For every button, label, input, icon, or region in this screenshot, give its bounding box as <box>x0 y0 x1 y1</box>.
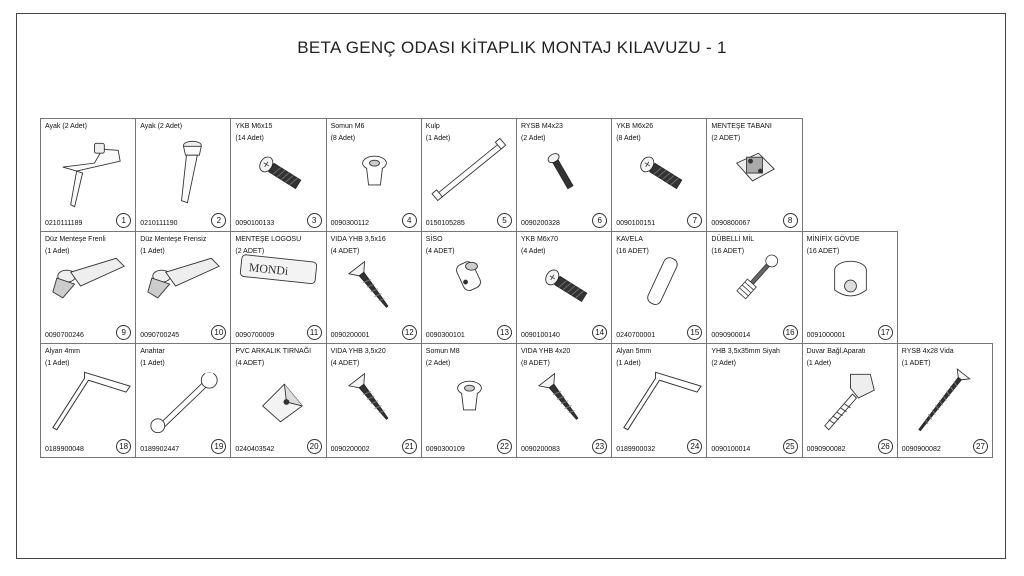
part-number-badge: 25 <box>783 439 798 454</box>
part-number-badge: 11 <box>307 325 322 340</box>
part-item-13 <box>421 231 517 344</box>
part-name: RYSB 4x28 Vida <box>901 348 954 355</box>
part-quantity: (8 ADET) <box>521 360 550 367</box>
part-name: MENTEŞE LOGOSU <box>235 236 302 243</box>
part-code: 0090700246 <box>45 332 84 339</box>
part-name: Anahtar <box>140 348 165 355</box>
part-code: 0090300112 <box>330 220 370 227</box>
part-number-badge: 17 <box>878 325 893 340</box>
part-code: 0090200002 <box>330 446 370 453</box>
part-quantity: (1 Adet) <box>806 360 832 367</box>
part-name: VIDA YHB 3,5x16 <box>330 236 386 243</box>
part-number-badge: 6 <box>592 213 607 228</box>
part-item-21 <box>326 343 422 458</box>
part-name: YKB M6x70 <box>521 236 558 243</box>
part-name: Ayak (2 Adet) <box>45 123 87 130</box>
part-name: PVC ARKALIK TIRNAĞI <box>235 348 312 355</box>
part-name: DÜBELLİ MİL <box>711 236 755 243</box>
part-name: Alyan 5mm <box>616 348 652 355</box>
part-quantity: (1 ADET) <box>901 360 931 367</box>
part-item-19 <box>135 343 231 458</box>
part-number-badge: 8 <box>783 213 798 228</box>
part-item-26 <box>802 343 898 458</box>
part-quantity: (8 Adet) <box>616 135 641 142</box>
part-item-9 <box>40 231 136 344</box>
part-code: 0240403542 <box>235 446 275 453</box>
part-quantity: (1 Adet) <box>45 360 70 367</box>
part-name: VIDA YHB 4x20 <box>521 348 571 355</box>
part-quantity: (1 Adet) <box>616 360 641 367</box>
part-item-25 <box>706 343 802 458</box>
part-item-5 <box>421 118 517 232</box>
part-quantity: (4 ADET) <box>425 248 455 255</box>
part-code: 0189900032 <box>616 446 656 453</box>
part-code: 0091000001 <box>806 332 846 339</box>
part-name: Somun M6 <box>330 123 365 130</box>
part-name: VIDA YHB 3,5x20 <box>330 348 386 355</box>
part-name: Düz Menteşe Frenli <box>45 236 106 243</box>
part-code: 0090300101 <box>425 332 465 339</box>
part-item-11 <box>230 231 326 344</box>
part-number-badge: 10 <box>211 325 226 340</box>
part-number-badge: 7 <box>687 213 702 228</box>
part-item-16 <box>706 231 802 344</box>
part-item-15 <box>611 231 707 344</box>
part-code: 0090900082 <box>806 446 846 453</box>
part-item-6 <box>516 118 612 232</box>
part-quantity: (16 ADET) <box>806 248 840 255</box>
part-number-badge: 20 <box>307 439 322 454</box>
part-item-22 <box>421 343 517 458</box>
part-name: MİNİFİX GÖVDE <box>806 236 860 243</box>
part-number-badge: 19 <box>211 439 226 454</box>
part-item-2 <box>135 118 231 232</box>
part-number-badge: 26 <box>878 439 893 454</box>
part-item-3 <box>230 118 326 232</box>
part-quantity: (4 ADET) <box>330 248 360 255</box>
part-quantity: (4 ADET) <box>235 360 265 367</box>
part-item-14 <box>516 231 612 344</box>
part-number-badge: 9 <box>116 325 131 340</box>
part-name: YKB M6x26 <box>616 123 654 130</box>
part-quantity: (2 ADET) <box>711 135 741 142</box>
part-item-10 <box>135 231 231 344</box>
part-quantity: (4 ADET) <box>330 360 360 367</box>
part-code: 0090100133 <box>235 220 275 227</box>
part-code: 0090900082 <box>901 446 941 453</box>
part-code: 0210111189 <box>45 220 83 227</box>
part-item-4 <box>326 118 422 232</box>
part-number-badge: 18 <box>116 439 131 454</box>
part-name: Düz Menteşe Frensiz <box>140 236 207 243</box>
part-quantity: (1 Adet) <box>140 360 165 367</box>
part-number-badge: 27 <box>973 439 988 454</box>
part-name: Alyan 4mm <box>45 348 81 355</box>
part-code: 0090700245 <box>140 332 180 339</box>
part-name: MENTEŞE TABANI <box>711 123 772 130</box>
part-item-18 <box>40 343 136 458</box>
part-number-badge: 23 <box>592 439 607 454</box>
part-name: SİSO <box>425 236 443 243</box>
part-number-badge: 16 <box>783 325 798 340</box>
part-quantity: (16 ADET) <box>711 248 745 255</box>
part-code: 0090300109 <box>425 446 465 453</box>
part-item-20 <box>230 343 326 458</box>
part-code: 0090800067 <box>711 220 751 227</box>
part-item-17 <box>802 231 898 344</box>
part-item-12 <box>326 231 422 344</box>
part-number-badge: 3 <box>307 213 322 228</box>
part-number-badge: 22 <box>497 439 512 454</box>
part-quantity: (2 Adet) <box>711 360 736 367</box>
part-code: 0090200001 <box>330 332 370 339</box>
part-code: 0189902447 <box>140 446 180 453</box>
part-item-8 <box>706 118 802 232</box>
part-quantity: (2 Adet) <box>425 360 451 367</box>
part-code: 0090200328 <box>521 220 560 227</box>
part-code: 0150105285 <box>425 220 465 227</box>
part-quantity: (1 Adet) <box>140 248 165 255</box>
part-quantity: (2 Adet) <box>521 135 546 142</box>
part-code: 0090700009 <box>235 332 275 339</box>
part-quantity: (16 ADET) <box>616 248 649 255</box>
part-item-1 <box>40 118 136 232</box>
part-name: RYSB M4x23 <box>521 123 563 130</box>
part-code: 0090100140 <box>521 332 560 339</box>
part-number-badge: 13 <box>497 325 512 340</box>
part-code: 0090200083 <box>521 446 560 453</box>
part-name: YHB 3,5x35mm Siyah <box>711 348 780 355</box>
part-quantity: (1 Adet) <box>425 135 451 142</box>
part-number-badge: 5 <box>497 213 512 228</box>
part-item-23 <box>516 343 612 458</box>
part-code: 0210111190 <box>140 220 178 227</box>
part-item-7 <box>611 118 707 232</box>
part-number-badge: 2 <box>211 213 226 228</box>
part-number-badge: 14 <box>592 325 607 340</box>
part-item-24 <box>611 343 707 458</box>
part-item-27 <box>897 343 993 458</box>
part-code: 0090100151 <box>616 220 656 227</box>
part-number-badge: 12 <box>402 325 417 340</box>
part-code: 0090100014 <box>711 446 751 453</box>
page-title: BETA GENÇ ODASI KİTAPLIK MONTAJ KILAVUZU - 1 <box>297 38 727 57</box>
part-code: 0189900048 <box>45 446 84 453</box>
part-name: Duvar Bağl.Aparatı <box>806 348 866 355</box>
part-name: Ayak (2 Adet) <box>140 123 183 130</box>
part-number-badge: 4 <box>402 213 417 228</box>
part-name: Kulp <box>425 123 440 130</box>
part-code: 0090900014 <box>711 332 751 339</box>
part-quantity: (8 Adet) <box>330 135 356 142</box>
part-name: KAVELA <box>616 236 643 243</box>
part-quantity: (14 Adet) <box>235 135 264 142</box>
part-number-badge: 21 <box>402 439 417 454</box>
part-quantity: (1 Adet) <box>45 248 70 255</box>
svg-text:MONDi: MONDi <box>248 260 290 279</box>
part-quantity: (4 Adet) <box>521 248 546 255</box>
part-name: Somun M8 <box>425 348 460 355</box>
part-code: 0240700001 <box>616 332 656 339</box>
part-number-badge: 24 <box>687 439 702 454</box>
part-name: YKB M6x15 <box>235 123 273 130</box>
part-number-badge: 1 <box>116 213 131 228</box>
part-number-badge: 15 <box>687 325 702 340</box>
part-quantity: (2 ADET) <box>235 248 265 255</box>
